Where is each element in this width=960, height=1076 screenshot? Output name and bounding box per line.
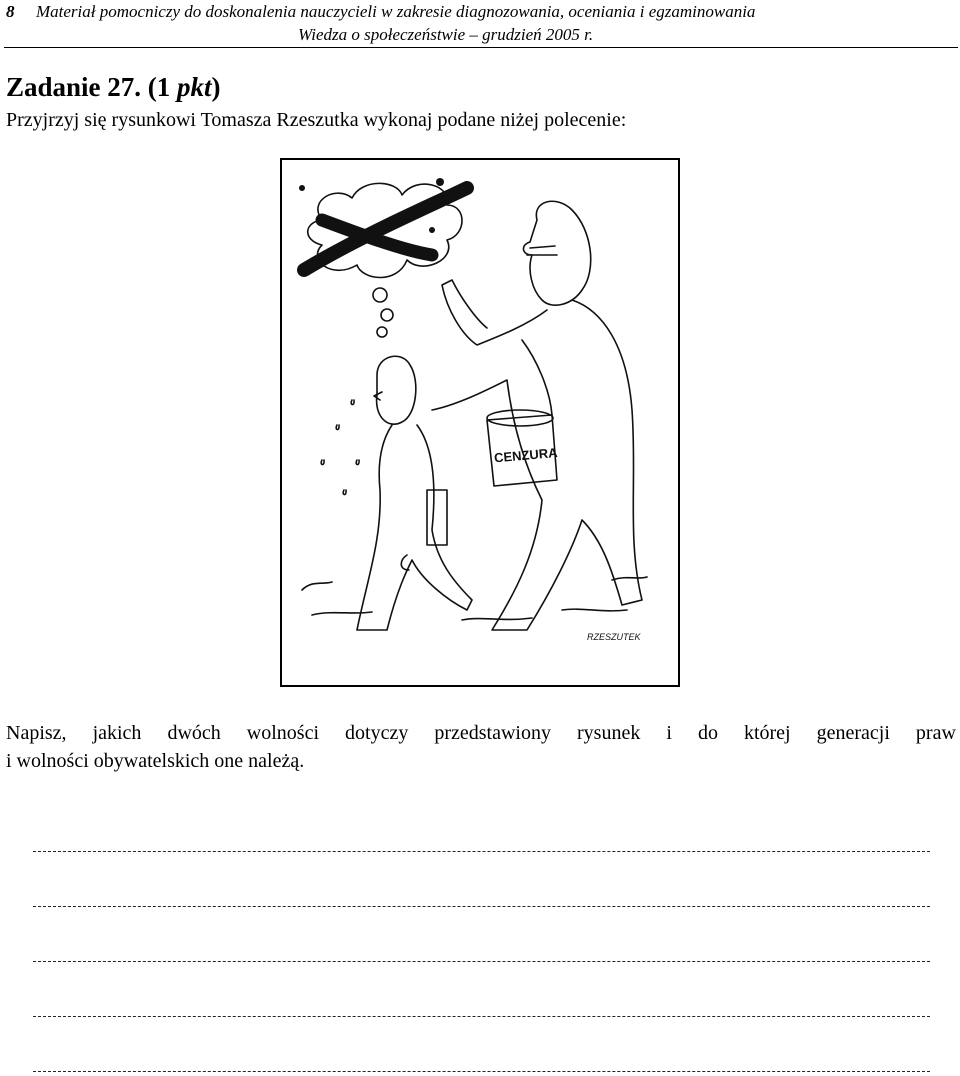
question-word: i <box>666 722 672 744</box>
header-divider <box>4 47 958 48</box>
question-word: wolności <box>246 722 320 744</box>
question-word: której <box>743 722 791 744</box>
small-man <box>377 356 416 424</box>
header-title: Materiał pomocniczy do doskonalenia nauczycieli w zakresie diagnozowania, oceniania i egzaminowania <box>36 2 756 21</box>
task-points: (1 pkt) <box>147 72 221 102</box>
task-instruction: Przyjrzyj się rysunkowi Tomasza Rzeszutka wykonaj podane niżej polecenie: <box>6 109 627 131</box>
answer-line[interactable] <box>33 961 930 962</box>
question-word: przedstawiony <box>434 722 551 744</box>
answer-line[interactable] <box>33 906 930 907</box>
header-subtitle: Wiedza o społeczeństwie – grudzień 2005 r. <box>298 25 594 44</box>
question-word: dotyczy <box>345 722 409 744</box>
question-word: praw <box>915 722 956 744</box>
task-number: Zadanie 27. <box>6 72 142 102</box>
page-number: 8 <box>6 2 15 21</box>
question-word: do <box>697 722 718 744</box>
censor-man <box>523 201 590 305</box>
question-word: generacji <box>816 722 890 744</box>
artist-signature: RZESZUTEK <box>587 632 641 642</box>
question-word: Napisz, <box>6 722 67 744</box>
cartoon-image <box>280 158 680 687</box>
question-line-1 <box>6 719 956 747</box>
question-word: rysunek <box>577 722 641 744</box>
task-title <box>6 72 221 103</box>
answer-line[interactable] <box>33 851 930 852</box>
bucket-label: CENZURA <box>493 444 559 466</box>
task-question <box>6 719 956 775</box>
question-line-2: i wolności obywatelskich one należą. <box>6 750 305 772</box>
answer-line[interactable] <box>33 1016 930 1017</box>
answer-line[interactable] <box>33 1071 930 1072</box>
page-header <box>0 0 960 48</box>
question-word: dwóch <box>167 722 221 744</box>
question-word: jakich <box>92 722 142 744</box>
